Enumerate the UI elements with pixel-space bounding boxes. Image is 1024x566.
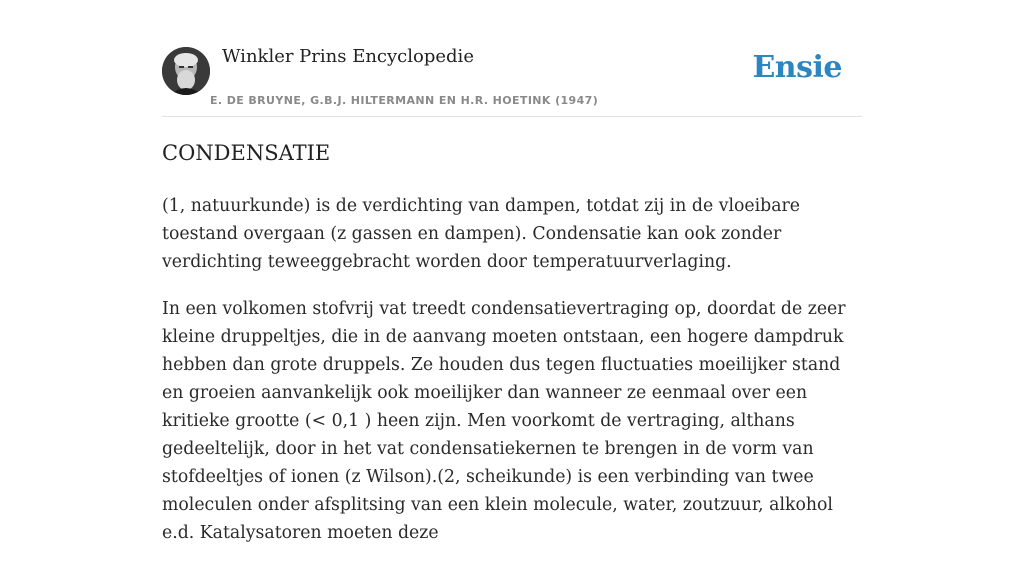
portrait-image <box>162 47 210 95</box>
authors-line: E. DE BRUYNE, G.B.J. HILTERMANN EN H.R. HOETINK (1947) <box>210 94 599 107</box>
article-paragraph-2: In een volkomen stofvrij vat treedt condensatievertraging op, doordat de zeer kleine druppeltjes, die in de aanvang moeten ontstaan, een hogere dampdruk hebben dan grote druppels. Ze houden dus tegen fluctuaties moeilijker stand en groeien aanvankelijk ook moeilijker dan wanneer ze eenmaal over een kritieke grootte (< 0,1 ) heen zijn. Men voorkomt de vertraging, althans gedeeltelijk, door in het vat condensatiekernen te brengen in de vorm van stofdeeltjes of ionen (z Wilson).(2, scheikunde) is een verbinding van twee moleculen onder afsplitsing van een klein molecule, water, zoutzuur, alkohol e.d. Katalysatoren moeten deze <box>162 299 846 543</box>
article-paragraph-1: (1, natuurkunde) is de verdichting van dampen, totdat zij in de vloeibare toestand overgaan (z gassen en dampen). Condensatie kan ook zonder verdichting teweeggebracht worden door temperatuurverlaging. <box>162 196 801 272</box>
site-header <box>162 0 862 117</box>
author-portrait-avatar <box>162 47 210 95</box>
article-title: CONDENSATIE <box>162 141 331 165</box>
ensie-logo-link[interactable]: Ensie <box>752 50 842 85</box>
site-title[interactable]: Winkler Prins Encyclopedie <box>222 46 474 67</box>
page <box>162 0 862 543</box>
article-body <box>162 192 862 566</box>
